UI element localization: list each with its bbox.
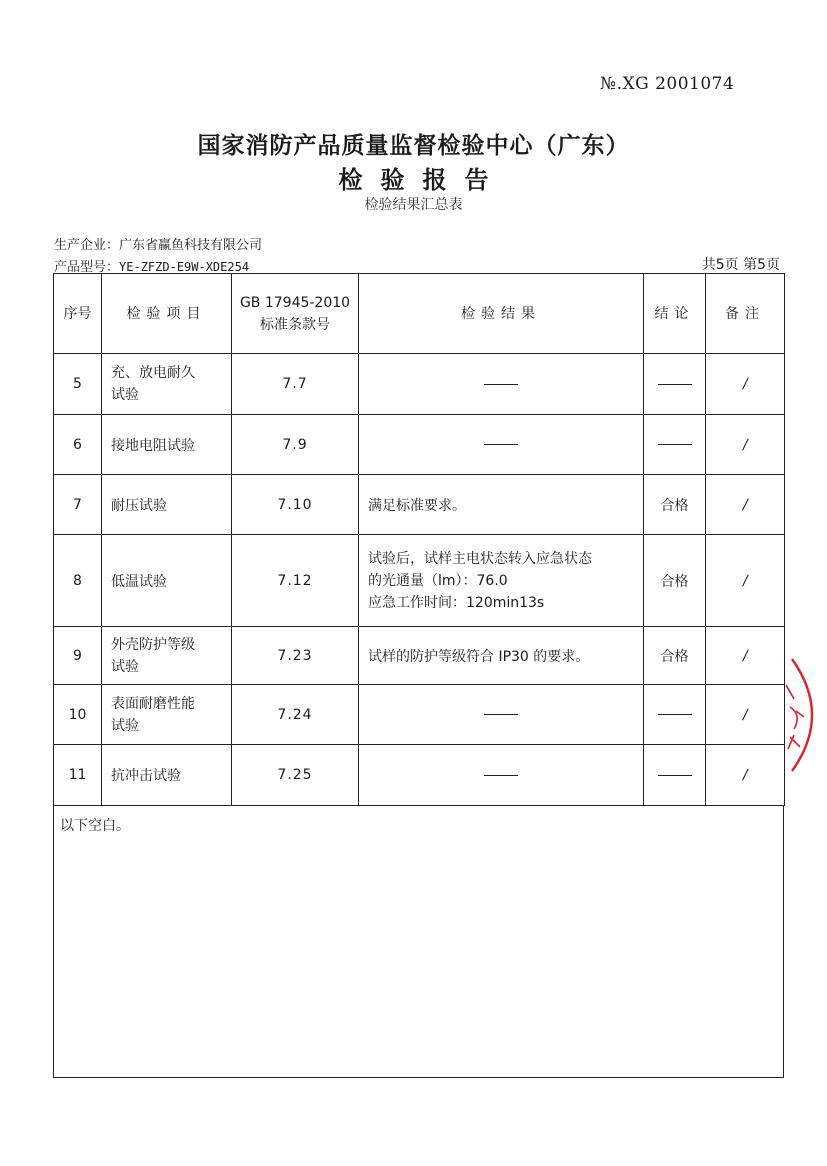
row-remark (706, 685, 785, 745)
manufacturer-line (54, 234, 262, 253)
header-result: 检验结果 (359, 274, 644, 354)
header-standard-line2: 标准条款号 (260, 316, 330, 333)
empty-dash (658, 714, 692, 715)
row-remark-value: / (741, 572, 749, 589)
row-clause: 7.12 (232, 535, 359, 627)
row-seq: 11 (54, 745, 102, 806)
row-result (359, 745, 644, 806)
row-remark (706, 535, 785, 627)
table-header-row (54, 274, 785, 354)
row-item: 低温试验 (102, 535, 232, 627)
header-seq: 序号 (54, 274, 102, 354)
row-item-line2: 试验 (111, 717, 139, 734)
row-conclusion: 合格 (644, 475, 706, 535)
model-value: YE-ZFZD-E9W-XDE254 (119, 260, 250, 274)
row-seq: 6 (54, 415, 102, 475)
row-remark-value: / (741, 496, 749, 513)
empty-dash (658, 775, 692, 776)
row-result (359, 685, 644, 745)
header-remark: 备注 (706, 274, 785, 354)
empty-dash (484, 444, 518, 445)
stamp-mark (786, 685, 794, 699)
row-result-line3: 应急工作时间：120min13s (368, 594, 545, 611)
row-result (359, 354, 644, 415)
row-item-line1: 表面耐磨性能 (111, 695, 195, 712)
row-remark (706, 415, 785, 475)
table-row (54, 415, 785, 475)
row-item (102, 685, 232, 745)
organization-title: 国家消防产品质量监督检验中心（广东） (197, 132, 630, 159)
report-subtitle: 检验结果汇总表 (364, 197, 463, 213)
row-seq: 5 (54, 354, 102, 415)
header-conclusion: 结论 (644, 274, 706, 354)
row-conclusion (644, 745, 706, 806)
page-indicator: 共5页 第5页 (701, 257, 780, 273)
row-clause: 7.9 (232, 415, 359, 475)
empty-dash (484, 384, 518, 385)
row-remark-value: / (741, 436, 749, 453)
row-result (359, 415, 644, 475)
row-item (102, 354, 232, 415)
header-standard-line1: GB 17945-2010 (239, 294, 351, 311)
manufacturer-label: 生产企业： (54, 238, 120, 253)
report-number: №.XG 2001074 (600, 74, 735, 94)
table-row (54, 627, 785, 685)
row-clause: 7.23 (232, 627, 359, 685)
row-seq: 7 (54, 475, 102, 535)
row-result-line2: 的光通量（lm）：76.0 (368, 572, 508, 589)
stamp-mark (788, 735, 800, 749)
row-conclusion (644, 415, 706, 475)
row-result: 试样的防护等级符合 IP30 的要求。 (359, 627, 644, 685)
row-seq: 8 (54, 535, 102, 627)
row-clause: 7.25 (232, 745, 359, 806)
row-remark (706, 745, 785, 806)
empty-dash (658, 444, 692, 445)
results-table (53, 273, 785, 806)
header-standard (232, 274, 359, 354)
row-item-line2: 试验 (111, 387, 139, 403)
row-conclusion: 合格 (644, 627, 706, 685)
row-item-line1: 充、放电耐久 (111, 365, 195, 381)
row-conclusion: 合格 (644, 535, 706, 627)
empty-dash (658, 384, 692, 385)
blank-remainder-box (53, 805, 784, 1078)
row-seq: 9 (54, 627, 102, 685)
model-label: 产品型号： (54, 260, 120, 275)
row-remark (706, 627, 785, 685)
table-row (54, 745, 785, 806)
row-clause: 7.10 (232, 475, 359, 535)
row-remark-value: / (741, 376, 749, 392)
header-item: 检验项目 (102, 274, 232, 354)
table-row (54, 685, 785, 745)
row-conclusion (644, 354, 706, 415)
row-item: 耐压试验 (102, 475, 232, 535)
row-clause: 7.24 (232, 685, 359, 745)
row-result: 满足标准要求。 (359, 475, 644, 535)
row-remark-value: / (741, 647, 749, 664)
blank-note: 以下空白。 (60, 818, 130, 834)
row-item: 抗冲击试验 (102, 745, 232, 806)
table-row (54, 535, 785, 627)
row-item (102, 627, 232, 685)
report-title: 检验报告 (338, 165, 507, 194)
table-row (54, 475, 785, 535)
row-item-line2: 试验 (111, 658, 139, 675)
row-remark-value: / (741, 767, 749, 783)
row-result (359, 535, 644, 627)
row-remark (706, 475, 785, 535)
row-item: 接地电阻试验 (102, 415, 232, 475)
row-remark (706, 354, 785, 415)
stamp-mark (790, 707, 804, 729)
row-conclusion (644, 685, 706, 745)
empty-dash (484, 775, 518, 776)
manufacturer-value: 广东省赢鱼科技有限公司 (119, 238, 263, 253)
seal-stamp-fragment (784, 655, 824, 775)
row-seq: 10 (54, 685, 102, 745)
table-row (54, 354, 785, 415)
row-result-line1: 试验后，试样主电状态转入应急状态 (368, 550, 592, 567)
empty-dash (484, 714, 518, 715)
row-remark-value: / (741, 706, 749, 723)
row-item-line1: 外壳防护等级 (111, 636, 195, 653)
row-clause: 7.7 (232, 354, 359, 415)
